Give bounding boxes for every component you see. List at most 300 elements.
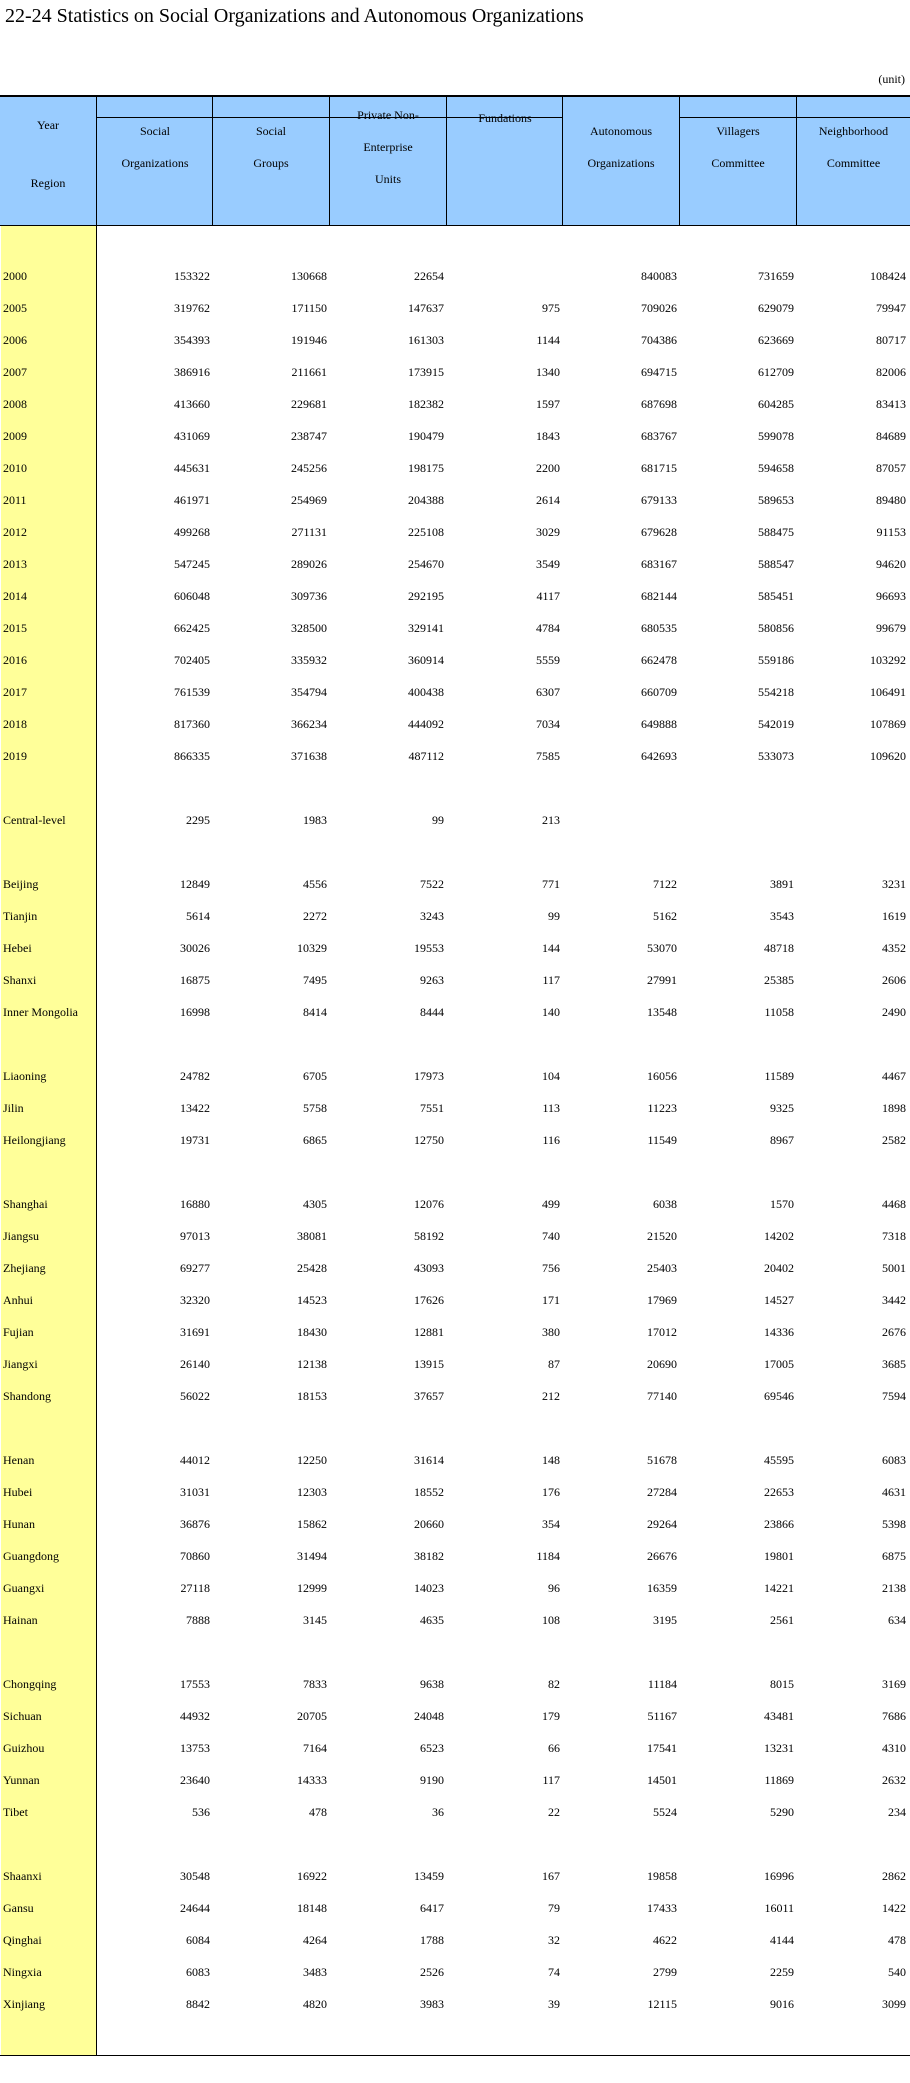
cell-social-groups: 4264 xyxy=(303,1933,327,1947)
cell-fundations: 212 xyxy=(542,1389,560,1403)
cell-fundations: 975 xyxy=(542,301,560,315)
column-header-line: Social xyxy=(256,124,286,138)
column-header-line: Enterprise xyxy=(363,140,413,154)
row-label: 2013 xyxy=(3,557,27,571)
cell-social-organizations: 12849 xyxy=(180,877,210,891)
cell-villagers-committee: 14527 xyxy=(764,1293,794,1307)
cell-autonomous-organizations: 20690 xyxy=(647,1357,677,1371)
cell-social-groups: 25428 xyxy=(297,1261,327,1275)
column-header-neighborhood-committee xyxy=(796,96,910,226)
cell-private-non-enterprise-units: 31614 xyxy=(414,1453,444,1467)
cell-autonomous-organizations: 4622 xyxy=(653,1933,677,1947)
cell-villagers-committee: 589653 xyxy=(758,493,794,507)
column-header-line: Villagers xyxy=(716,124,760,138)
cell-autonomous-organizations: 649888 xyxy=(641,717,677,731)
cell-private-non-enterprise-units: 7522 xyxy=(420,877,444,891)
cell-social-groups: 12303 xyxy=(297,1485,327,1499)
cell-fundations: 167 xyxy=(542,1869,560,1883)
cell-social-organizations: 386916 xyxy=(174,365,210,379)
cell-neighborhood-committee: 5001 xyxy=(882,1261,906,1275)
cell-autonomous-organizations: 3195 xyxy=(653,1613,677,1627)
cell-fundations: 4117 xyxy=(536,589,560,603)
cell-neighborhood-committee: 2490 xyxy=(882,1005,906,1019)
row-label: 2006 xyxy=(3,333,27,347)
cell-social-groups: 229681 xyxy=(291,397,327,411)
cell-social-groups: 238747 xyxy=(291,429,327,443)
cell-neighborhood-committee: 79947 xyxy=(876,301,906,315)
cell-autonomous-organizations: 53070 xyxy=(647,941,677,955)
cell-private-non-enterprise-units: 254670 xyxy=(408,557,444,571)
cell-social-organizations: 27118 xyxy=(180,1581,210,1595)
table-row xyxy=(0,1284,910,1316)
table-row xyxy=(0,964,910,996)
cell-villagers-committee: 69546 xyxy=(764,1389,794,1403)
cell-private-non-enterprise-units: 17973 xyxy=(414,1069,444,1083)
cell-private-non-enterprise-units: 22654 xyxy=(414,269,444,283)
cell-social-groups: 31494 xyxy=(297,1549,327,1563)
table-row xyxy=(0,1988,910,2020)
cell-villagers-committee: 19801 xyxy=(764,1549,794,1563)
cell-private-non-enterprise-units: 161303 xyxy=(408,333,444,347)
cell-private-non-enterprise-units: 12076 xyxy=(414,1197,444,1211)
cell-social-groups: 18153 xyxy=(297,1389,327,1403)
cell-neighborhood-committee: 103292 xyxy=(870,653,906,667)
cell-autonomous-organizations: 680535 xyxy=(641,621,677,635)
cell-private-non-enterprise-units: 360914 xyxy=(408,653,444,667)
cell-neighborhood-committee: 106491 xyxy=(870,685,906,699)
cell-fundations: 176 xyxy=(542,1485,560,1499)
cell-social-organizations: 662425 xyxy=(174,621,210,635)
cell-neighborhood-committee: 3442 xyxy=(882,1293,906,1307)
cell-villagers-committee: 604285 xyxy=(758,397,794,411)
cell-villagers-committee: 45595 xyxy=(764,1453,794,1467)
cell-social-organizations: 499268 xyxy=(174,525,210,539)
row-label: Hunan xyxy=(3,1517,35,1531)
cell-social-groups: 6705 xyxy=(303,1069,327,1083)
cell-private-non-enterprise-units: 37657 xyxy=(414,1389,444,1403)
cell-social-organizations: 431069 xyxy=(174,429,210,443)
table-row xyxy=(0,900,910,932)
table-row xyxy=(0,1668,910,1700)
cell-fundations: 39 xyxy=(548,1997,560,2011)
cell-villagers-committee: 3891 xyxy=(770,877,794,891)
cell-social-groups: 354794 xyxy=(291,685,327,699)
year-header-label: Year xyxy=(36,118,60,132)
cell-fundations: 3029 xyxy=(536,525,560,539)
cell-autonomous-organizations: 17433 xyxy=(647,1901,677,1915)
cell-social-groups: 7495 xyxy=(303,973,327,987)
cell-social-groups: 211661 xyxy=(291,365,327,379)
cell-social-organizations: 606048 xyxy=(174,589,210,603)
cell-fundations: 740 xyxy=(542,1229,560,1243)
row-label: 2011 xyxy=(3,493,27,507)
cell-private-non-enterprise-units: 12750 xyxy=(414,1133,444,1147)
cell-social-organizations: 24644 xyxy=(180,1901,210,1915)
cell-autonomous-organizations: 660709 xyxy=(641,685,677,699)
cell-fundations: 7585 xyxy=(536,749,560,763)
row-label: Hubei xyxy=(3,1485,33,1499)
row-label: Inner Mongolia xyxy=(3,1005,78,1019)
cell-neighborhood-committee: 2582 xyxy=(882,1133,906,1147)
table-row xyxy=(0,612,910,644)
header-subrule xyxy=(212,117,329,118)
cell-autonomous-organizations: 682144 xyxy=(641,589,677,603)
cell-autonomous-organizations: 642693 xyxy=(641,749,677,763)
cell-villagers-committee: 23866 xyxy=(764,1517,794,1531)
cell-neighborhood-committee: 3169 xyxy=(882,1677,906,1691)
table-row xyxy=(0,708,910,740)
cell-social-groups: 309736 xyxy=(291,589,327,603)
cell-social-organizations: 13422 xyxy=(180,1101,210,1115)
column-header-line: Autonomous xyxy=(589,124,652,138)
cell-private-non-enterprise-units: 18552 xyxy=(414,1485,444,1499)
cell-social-organizations: 536 xyxy=(192,1805,210,1819)
cell-private-non-enterprise-units: 24048 xyxy=(414,1709,444,1723)
row-label: 2008 xyxy=(3,397,27,411)
cell-social-organizations: 6084 xyxy=(186,1933,210,1947)
cell-social-organizations: 13753 xyxy=(180,1741,210,1755)
cell-fundations: 771 xyxy=(542,877,560,891)
cell-villagers-committee: 11589 xyxy=(764,1069,794,1083)
row-label: Heilongjiang xyxy=(3,1133,66,1147)
cell-villagers-committee: 11058 xyxy=(764,1005,794,1019)
cell-villagers-committee: 588475 xyxy=(758,525,794,539)
cell-fundations: 82 xyxy=(548,1677,560,1691)
cell-neighborhood-committee: 1422 xyxy=(882,1901,906,1915)
cell-neighborhood-committee: 4310 xyxy=(882,1741,906,1755)
table-row xyxy=(0,996,910,1028)
cell-private-non-enterprise-units: 13915 xyxy=(414,1357,444,1371)
cell-neighborhood-committee: 2632 xyxy=(882,1773,906,1787)
cell-autonomous-organizations: 679628 xyxy=(641,525,677,539)
row-label: 2016 xyxy=(3,653,27,667)
cell-neighborhood-committee: 2138 xyxy=(882,1581,906,1595)
cell-fundations: 6307 xyxy=(536,685,560,699)
cell-fundations: 1340 xyxy=(536,365,560,379)
cell-villagers-committee: 594658 xyxy=(758,461,794,475)
cell-social-groups: 4820 xyxy=(303,1997,327,2011)
cell-private-non-enterprise-units: 7551 xyxy=(420,1101,444,1115)
cell-neighborhood-committee: 108424 xyxy=(870,269,906,283)
cell-villagers-committee: 731659 xyxy=(758,269,794,283)
row-label: Shaanxi xyxy=(3,1869,42,1883)
column-header-line: Neighborhood xyxy=(818,124,889,138)
cell-villagers-committee: 16011 xyxy=(764,1901,794,1915)
column-header-social-organizations xyxy=(96,96,213,226)
cell-neighborhood-committee: 82006 xyxy=(876,365,906,379)
table-row xyxy=(0,388,910,420)
cell-autonomous-organizations: 16359 xyxy=(647,1581,677,1595)
table-row xyxy=(0,1348,910,1380)
cell-social-groups: 3483 xyxy=(303,1965,327,1979)
row-label: Shanghai xyxy=(3,1197,48,1211)
table-row xyxy=(0,1124,910,1156)
cell-autonomous-organizations: 11549 xyxy=(647,1133,677,1147)
cell-neighborhood-committee: 2606 xyxy=(882,973,906,987)
cell-social-groups: 130668 xyxy=(291,269,327,283)
table-row xyxy=(0,676,910,708)
cell-fundations: 66 xyxy=(548,1741,560,1755)
cell-social-organizations: 44012 xyxy=(180,1453,210,1467)
header-subrule xyxy=(96,117,213,118)
cell-fundations: 148 xyxy=(542,1453,560,1467)
column-header-line: Social xyxy=(140,124,170,138)
cell-villagers-committee: 2259 xyxy=(770,1965,794,1979)
cell-social-organizations: 413660 xyxy=(174,397,210,411)
table-row xyxy=(0,932,910,964)
row-label: 2000 xyxy=(3,269,27,283)
cell-private-non-enterprise-units: 3243 xyxy=(420,909,444,923)
cell-social-groups: 16922 xyxy=(297,1869,327,1883)
cell-neighborhood-committee: 540 xyxy=(888,1965,906,1979)
cell-autonomous-organizations: 687698 xyxy=(641,397,677,411)
table-title: 22-24 Statistics on Social Organizations and Autonomous Organizations xyxy=(5,5,584,27)
cell-private-non-enterprise-units: 9263 xyxy=(420,973,444,987)
cell-fundations: 87 xyxy=(548,1357,560,1371)
cell-fundations: 179 xyxy=(542,1709,560,1723)
cell-autonomous-organizations: 25403 xyxy=(647,1261,677,1275)
cell-neighborhood-committee: 4468 xyxy=(882,1197,906,1211)
cell-autonomous-organizations: 7122 xyxy=(653,877,677,891)
cell-villagers-committee: 4144 xyxy=(770,1933,794,1947)
cell-neighborhood-committee: 1619 xyxy=(882,909,906,923)
cell-villagers-committee: 8015 xyxy=(770,1677,794,1691)
cell-fundations: 32 xyxy=(548,1933,560,1947)
cell-private-non-enterprise-units: 198175 xyxy=(408,461,444,475)
cell-villagers-committee: 11869 xyxy=(764,1773,794,1787)
cell-private-non-enterprise-units: 487112 xyxy=(408,749,444,763)
cell-social-organizations: 30548 xyxy=(180,1869,210,1883)
row-label: Xinjiang xyxy=(3,1997,45,2011)
cell-social-organizations: 702405 xyxy=(174,653,210,667)
cell-autonomous-organizations: 51678 xyxy=(647,1453,677,1467)
cell-social-groups: 14333 xyxy=(297,1773,327,1787)
cell-autonomous-organizations: 29264 xyxy=(647,1517,677,1531)
cell-social-organizations: 866335 xyxy=(174,749,210,763)
cell-villagers-committee: 14202 xyxy=(764,1229,794,1243)
cell-villagers-committee: 542019 xyxy=(758,717,794,731)
row-label: Jilin xyxy=(3,1101,24,1115)
cell-private-non-enterprise-units: 17626 xyxy=(414,1293,444,1307)
table-row xyxy=(0,740,910,772)
row-label: 2005 xyxy=(3,301,27,315)
table-row xyxy=(0,1700,910,1732)
table-row xyxy=(0,804,910,836)
table-row xyxy=(0,1572,910,1604)
cell-private-non-enterprise-units: 190479 xyxy=(408,429,444,443)
cell-social-organizations: 2295 xyxy=(186,813,210,827)
cell-private-non-enterprise-units: 329141 xyxy=(408,621,444,635)
cell-private-non-enterprise-units: 204388 xyxy=(408,493,444,507)
cell-villagers-committee: 599078 xyxy=(758,429,794,443)
header-subrule xyxy=(796,117,910,118)
cell-social-organizations: 44932 xyxy=(180,1709,210,1723)
cell-villagers-committee: 2561 xyxy=(770,1613,794,1627)
row-label: 2009 xyxy=(3,429,27,443)
row-label: Sichuan xyxy=(3,1709,42,1723)
table-row xyxy=(0,1604,910,1636)
row-label: Gansu xyxy=(3,1901,34,1915)
table-row xyxy=(0,292,910,324)
cell-neighborhood-committee: 94620 xyxy=(876,557,906,571)
cell-autonomous-organizations: 16056 xyxy=(647,1069,677,1083)
table-row xyxy=(0,868,910,900)
cell-social-groups: 7164 xyxy=(303,1741,327,1755)
cell-neighborhood-committee: 91153 xyxy=(876,525,906,539)
cell-social-groups: 7833 xyxy=(303,1677,327,1691)
cell-neighborhood-committee: 87057 xyxy=(876,461,906,475)
cell-villagers-committee: 3543 xyxy=(770,909,794,923)
cell-fundations: 354 xyxy=(542,1517,560,1531)
cell-autonomous-organizations: 683167 xyxy=(641,557,677,571)
cell-private-non-enterprise-units: 19553 xyxy=(414,941,444,955)
row-label: 2017 xyxy=(3,685,27,699)
cell-social-groups: 271131 xyxy=(291,525,327,539)
row-label: 2018 xyxy=(3,717,27,731)
table-row xyxy=(0,1540,910,1572)
cell-private-non-enterprise-units: 1788 xyxy=(420,1933,444,1947)
row-label: 2012 xyxy=(3,525,27,539)
cell-villagers-committee: 20402 xyxy=(764,1261,794,1275)
cell-villagers-committee: 14336 xyxy=(764,1325,794,1339)
cell-autonomous-organizations: 27284 xyxy=(647,1485,677,1499)
cell-neighborhood-committee: 6875 xyxy=(882,1549,906,1563)
column-header-villagers-committee xyxy=(679,96,796,226)
cell-social-groups: 245256 xyxy=(291,461,327,475)
cell-villagers-committee: 580856 xyxy=(758,621,794,635)
cell-social-organizations: 16880 xyxy=(180,1197,210,1211)
row-label: Liaoning xyxy=(3,1069,47,1083)
cell-social-groups: 4556 xyxy=(303,877,327,891)
cell-villagers-committee: 585451 xyxy=(758,589,794,603)
row-label: Hainan xyxy=(3,1613,38,1627)
table-row xyxy=(0,324,910,356)
table-row xyxy=(0,484,910,516)
row-label: 2014 xyxy=(3,589,27,603)
cell-social-organizations: 5614 xyxy=(186,909,210,923)
table-row xyxy=(0,1892,910,1924)
cell-neighborhood-committee: 6083 xyxy=(882,1453,906,1467)
cell-autonomous-organizations: 21520 xyxy=(647,1229,677,1243)
cell-neighborhood-committee: 80717 xyxy=(876,333,906,347)
cell-villagers-committee: 533073 xyxy=(758,749,794,763)
cell-fundations: 499 xyxy=(542,1197,560,1211)
cell-private-non-enterprise-units: 400438 xyxy=(408,685,444,699)
cell-social-organizations: 30026 xyxy=(180,941,210,955)
row-label: 2007 xyxy=(3,365,27,379)
row-label: Ningxia xyxy=(3,1965,42,1979)
cell-social-organizations: 7888 xyxy=(186,1613,210,1627)
cell-villagers-committee: 43481 xyxy=(764,1709,794,1723)
row-label: Guangxi xyxy=(3,1581,45,1595)
cell-social-organizations: 461971 xyxy=(174,493,210,507)
cell-neighborhood-committee: 3685 xyxy=(882,1357,906,1371)
cell-villagers-committee: 48718 xyxy=(764,941,794,955)
column-header-private-non-enterprise-units xyxy=(329,96,446,226)
cell-fundations: 4784 xyxy=(536,621,560,635)
cell-fundations: 213 xyxy=(542,813,560,827)
cell-villagers-committee: 588547 xyxy=(758,557,794,571)
column-header-line: Units xyxy=(374,172,401,186)
cell-social-organizations: 547245 xyxy=(174,557,210,571)
row-label: Henan xyxy=(3,1453,35,1467)
cell-fundations: 74 xyxy=(548,1965,560,1979)
cell-neighborhood-committee: 5398 xyxy=(882,1517,906,1531)
cell-private-non-enterprise-units: 444092 xyxy=(408,717,444,731)
cell-private-non-enterprise-units: 58192 xyxy=(414,1229,444,1243)
row-label: Zhejiang xyxy=(3,1261,46,1275)
cell-autonomous-organizations: 17969 xyxy=(647,1293,677,1307)
cell-social-groups: 38081 xyxy=(297,1229,327,1243)
table-row xyxy=(0,1508,910,1540)
cell-autonomous-organizations: 11223 xyxy=(647,1101,677,1115)
cell-fundations: 117 xyxy=(542,973,560,987)
cell-social-groups: 18430 xyxy=(297,1325,327,1339)
cell-fundations: 1597 xyxy=(536,397,560,411)
cell-social-organizations: 817360 xyxy=(174,717,210,731)
table-row xyxy=(0,1092,910,1124)
cell-autonomous-organizations: 5162 xyxy=(653,909,677,923)
cell-private-non-enterprise-units: 20660 xyxy=(414,1517,444,1531)
row-label: 2010 xyxy=(3,461,27,475)
region-header-label: Region xyxy=(30,176,66,190)
cell-neighborhood-committee: 107869 xyxy=(870,717,906,731)
table-bottom-rule xyxy=(0,2055,910,2056)
unit-label: (unit) xyxy=(878,72,905,86)
year-region-header xyxy=(0,96,96,226)
cell-private-non-enterprise-units: 9638 xyxy=(420,1677,444,1691)
cell-autonomous-organizations: 679133 xyxy=(641,493,677,507)
cell-social-groups: 254969 xyxy=(291,493,327,507)
cell-neighborhood-committee: 2862 xyxy=(882,1869,906,1883)
cell-social-groups: 328500 xyxy=(291,621,327,635)
cell-neighborhood-committee: 89480 xyxy=(876,493,906,507)
cell-neighborhood-committee: 84689 xyxy=(876,429,906,443)
cell-fundations: 96 xyxy=(548,1581,560,1595)
row-label: Fujian xyxy=(3,1325,34,1339)
cell-social-groups: 2272 xyxy=(303,909,327,923)
table-row xyxy=(0,1860,910,1892)
cell-social-groups: 366234 xyxy=(291,717,327,731)
cell-autonomous-organizations: 12115 xyxy=(647,1997,677,2011)
cell-social-organizations: 26140 xyxy=(180,1357,210,1371)
cell-neighborhood-committee: 99679 xyxy=(876,621,906,635)
cell-villagers-committee: 554218 xyxy=(758,685,794,699)
table-row xyxy=(0,516,910,548)
table-row xyxy=(0,1252,910,1284)
cell-autonomous-organizations: 6038 xyxy=(653,1197,677,1211)
cell-social-organizations: 153322 xyxy=(174,269,210,283)
cell-private-non-enterprise-units: 36 xyxy=(432,1805,444,1819)
cell-fundations: 380 xyxy=(542,1325,560,1339)
column-header-line: Groups xyxy=(253,156,289,170)
cell-social-groups: 8414 xyxy=(303,1005,327,1019)
cell-private-non-enterprise-units: 99 xyxy=(432,813,444,827)
header-subrule xyxy=(329,117,446,118)
table-row xyxy=(0,1380,910,1412)
cell-autonomous-organizations: 17541 xyxy=(647,1741,677,1755)
cell-fundations: 22 xyxy=(548,1805,560,1819)
table-row xyxy=(0,1188,910,1220)
cell-neighborhood-committee: 109620 xyxy=(870,749,906,763)
cell-fundations: 79 xyxy=(548,1901,560,1915)
cell-social-organizations: 6083 xyxy=(186,1965,210,1979)
cell-neighborhood-committee: 4467 xyxy=(882,1069,906,1083)
cell-autonomous-organizations: 704386 xyxy=(641,333,677,347)
row-label: Central-level xyxy=(3,813,66,827)
cell-social-groups: 191946 xyxy=(291,333,327,347)
cell-autonomous-organizations: 26676 xyxy=(647,1549,677,1563)
